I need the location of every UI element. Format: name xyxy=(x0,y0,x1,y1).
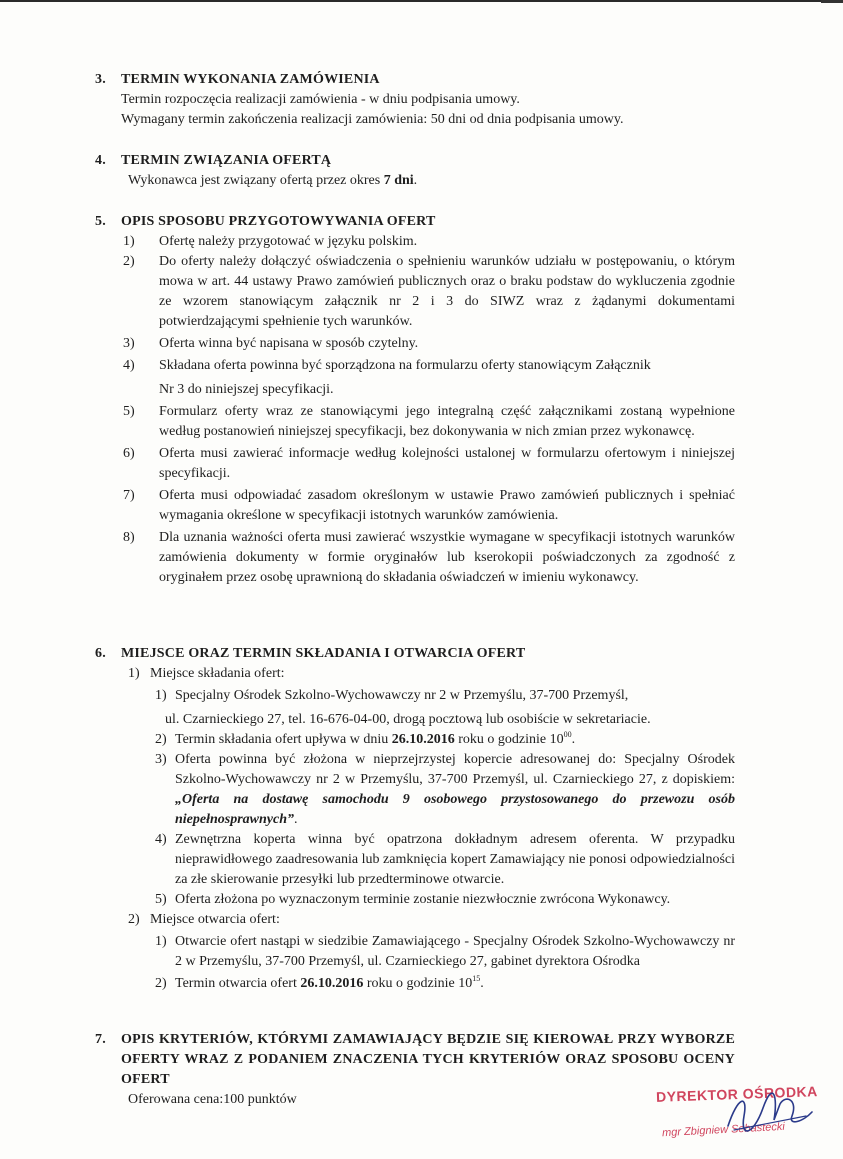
director-stamp xyxy=(648,1084,828,1154)
item-text: Miejsce składania ofert: xyxy=(150,666,285,681)
section-5 xyxy=(95,212,735,588)
item-number: 8) xyxy=(123,530,135,545)
section-7-line: Oferowana cena:100 punktów xyxy=(128,1092,297,1107)
section-6-heading xyxy=(95,644,735,664)
list-item xyxy=(155,750,735,830)
list-item xyxy=(155,890,735,910)
item-number: 5) xyxy=(155,892,167,907)
item-continuation: ul. Czarnieckiego 27, tel. 16-676-04-00, drogą pocztową lub osobiście w sekretariacie. xyxy=(165,712,651,727)
list-item xyxy=(121,334,735,354)
item-number: 2) xyxy=(155,976,167,991)
item-number: 1) xyxy=(128,666,140,681)
list-item xyxy=(128,910,735,930)
text-run: . xyxy=(571,732,576,747)
section-title: TERMIN WYKONANIA ZAMÓWIENIA xyxy=(121,72,380,87)
item-number: 2) xyxy=(155,732,167,747)
item-number: 4) xyxy=(155,832,167,847)
section-4-heading xyxy=(95,151,735,171)
item-text: Oferta musi zawierać informacje według kolejności ustalonej w formularzu ofertowym i niniejszej specyfikacji. xyxy=(159,446,735,481)
section-title: TERMIN ZWIĄZANIA OFERTĄ xyxy=(121,153,332,168)
text-run: Składana oferta powinna być sporządzona na formularzu oferty stanowiącym Załącznik xyxy=(159,358,651,373)
text-run: roku o godzinie 10 xyxy=(454,732,564,747)
section-title: OPIS SPOSOBU PRZYGOTOWYWANIA OFERT xyxy=(121,214,436,229)
section-4-line xyxy=(95,171,735,191)
list-item xyxy=(155,730,735,750)
section-3 xyxy=(95,70,735,130)
handwritten-signature xyxy=(708,1086,818,1146)
item-text: Zewnętrzna koperta winna być opatrzona dokładnym adresem oferenta. W przypadku nieprawidłowego zaadresowania lub zamknięcia kopert Zamawiający nie ponosi odpowiedzialności za złe skierowanie przesyłki lub przedterminowe otwarcie. xyxy=(175,832,735,887)
text-run: roku o godzinie 10 xyxy=(363,976,473,991)
superscript: 15 xyxy=(472,974,481,983)
text-run: . xyxy=(413,173,418,188)
item-text: Ofertę należy przygotować w języku polskim. xyxy=(159,234,418,249)
item-number: 3) xyxy=(155,752,167,767)
list-item xyxy=(121,252,735,332)
text-run: Wykonawca jest związany ofertą przez okres xyxy=(128,173,384,188)
section-number: 4. xyxy=(95,153,106,168)
list-item xyxy=(155,830,735,890)
text-run: Termin otwarcia ofert xyxy=(175,976,301,991)
list-item xyxy=(121,232,735,252)
section-number: 6. xyxy=(95,646,106,661)
section-4 xyxy=(95,151,735,191)
list-item xyxy=(155,974,735,994)
item-text: Specjalny Ośrodek Szkolno-Wychowawczy nr 2 w Przemyślu, 37-700 Przemyśl, xyxy=(175,688,629,703)
section-3-heading xyxy=(95,70,735,90)
item-number: 1) xyxy=(123,234,135,249)
item-number: 6) xyxy=(123,446,135,461)
item-text xyxy=(175,730,735,750)
item-number: 7) xyxy=(123,488,135,503)
text-run: Termin składania ofert upływa w dniu xyxy=(175,732,392,747)
section-6-part-2-list xyxy=(95,932,735,994)
item-text: Oferta musi odpowiadać zasadom określonym w ustawie Prawo zamówień publicznych i spełniać wymagania określone w specyfikacji istotnych warunków zamówienia. xyxy=(159,488,735,523)
list-item xyxy=(121,444,735,484)
item-text xyxy=(175,750,735,830)
section-title: MIEJSCE ORAZ TERMIN SKŁADANIA I OTWARCIA OFERT xyxy=(121,646,526,661)
section-3-line-2: Wymagany termin zakończenia realizacji zamówienia: 50 dni od dnia podpisania umowy. xyxy=(121,112,624,127)
section-7 xyxy=(95,1030,735,1110)
section-6-part-1 xyxy=(95,664,735,684)
item-text xyxy=(159,356,735,400)
item-text: Formularz oferty wraz ze stanowiącymi jego integralną część załącznikami zostaną wypełnione według postanowień niniejszej specyfikacji, bez dokonywania w nich zmian przez wykonawcę. xyxy=(159,404,735,439)
item-text: Otwarcie ofert nastąpi w siedzibie Zamawiającego - Specjalny Ośrodek Szkolno-Wychowawczy nr 2 w Przemyślu, 37-700 Przemyśl, ul. Czarnieckiego 27, gabinet dyrektora Ośrodka xyxy=(175,934,735,969)
list-item xyxy=(121,356,735,400)
stamp-name: mgr Zbigniew Sebastecki xyxy=(661,1120,786,1140)
section-number: 3. xyxy=(95,72,106,87)
bold-italic-run: „Oferta na dostawę samochodu 9 osobowego przystosowanego do przewozu osób niepełnosprawnych” xyxy=(175,792,735,827)
text-run: . xyxy=(294,812,298,827)
item-text: Do oferty należy dołączyć oświadczenia o spełnieniu warunków udziału w postępowaniu, o którym mowa w art. 44 ustawy Prawo zamówień publicznych oraz o braku podstaw do wykluczenia zgodnie ze wzorem stanowiącym załącznik nr 2 i 3 do SIWZ wraz z żądanymi dokumentami potwierdzającymi spełnienie tych warunków. xyxy=(159,254,735,329)
section-6-part-1-list-cont xyxy=(95,730,735,910)
list-item xyxy=(121,486,735,526)
text-run: Oferta powinna być złożona w nieprzejrzystej kopercie adresowanej do: Specjalny Ośrodek Szkolno-Wychowawczy nr 2 w Przemyślu, 37-700 Przemyśl, ul. Czarnieckiego 27, z dopiskiem: xyxy=(175,752,735,787)
stamp-title: DYREKTOR OŚRODKA xyxy=(655,1083,818,1105)
section-number: 7. xyxy=(95,1032,106,1047)
section-6-part-1-list xyxy=(95,686,735,706)
bold-run: 7 dni xyxy=(383,173,414,188)
list-item xyxy=(121,528,735,588)
list-item xyxy=(155,686,735,706)
item-text: Oferta złożona po wyznaczonym terminie zostanie niezwłocznie zwrócona Wykonawcy. xyxy=(175,892,671,907)
section-3-line-1: Termin rozpoczęcia realizacji zamówienia - w dniu podpisania umowy. xyxy=(121,92,520,107)
item-number: 2) xyxy=(123,254,135,269)
section-number: 5. xyxy=(95,214,106,229)
section-7-heading xyxy=(95,1030,735,1090)
item-number: 5) xyxy=(123,404,135,419)
section-5-heading xyxy=(95,212,735,232)
item-number: 4) xyxy=(123,358,135,373)
list-item xyxy=(121,402,735,442)
superscript: 00 xyxy=(563,730,572,739)
item-text: Miejsce otwarcia ofert: xyxy=(150,912,280,927)
section-6 xyxy=(95,644,735,994)
text-run: . xyxy=(480,976,484,991)
list-item xyxy=(155,932,735,972)
bold-run: 26.10.2016 xyxy=(391,732,455,747)
text-run: Nr 3 do niniejszej specyfikacji. xyxy=(159,382,334,397)
item-number: 2) xyxy=(128,912,140,927)
section-5-list xyxy=(95,232,735,588)
item-text xyxy=(175,974,735,994)
bold-run: 26.10.2016 xyxy=(300,976,364,991)
item-number: 3) xyxy=(123,336,135,351)
item-number: 1) xyxy=(155,934,167,949)
item-text: Oferta winna być napisana w sposób czytelny. xyxy=(159,336,419,351)
item-text: Dla uznania ważności oferta musi zawierać wszystkie wymagane w specyfikacji istotnych warunków zamówienia dokumenty w formie oryginałów lub kserokopii poświadczonych za zgodność z oryginałem przez osobę uprawnioną do składania oświadczeń w imieniu wykonawcy. xyxy=(159,530,735,585)
section-title: OPIS KRYTERIÓW, KTÓRYMI ZAMAWIAJĄCY BĘDZIE SIĘ KIEROWAŁ PRZY WYBORZE OFERTY WRAZ Z PODANIEM ZNACZENIA TYCH KRYTERIÓW ORAZ SPOSOBU OCENY OFERT xyxy=(121,1032,735,1087)
list-item xyxy=(128,664,735,684)
item-number: 1) xyxy=(155,688,167,703)
section-6-part-2 xyxy=(95,910,735,930)
